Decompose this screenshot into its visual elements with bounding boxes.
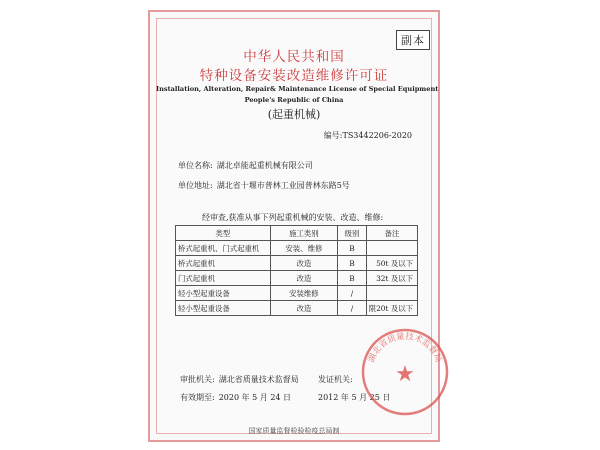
approval-authority: [180, 374, 299, 385]
valid-until-value: 2020 年 5 月 24 日: [218, 393, 292, 402]
cell-type: 桥式起重机: [176, 256, 271, 271]
category: (起重机械): [267, 108, 321, 121]
table-row: [176, 256, 418, 271]
cell-work-type: 安装、维修: [270, 241, 338, 256]
header-level: 级别: [338, 226, 367, 241]
intro-text: 经审查,获准从事下列起重机械的安装、改造、维修:: [202, 213, 384, 222]
official-seal: [360, 327, 450, 417]
cell-level: /: [338, 301, 367, 316]
footer-issuer: 国家质量监督检验检疫总局制: [248, 427, 340, 435]
table-row: [176, 271, 418, 286]
cell-level: B: [338, 241, 367, 256]
issue-date: 2012 年 5 月 25 日: [318, 393, 391, 402]
valid-until-label: 有效期至:: [180, 393, 215, 402]
unit-address-field: [178, 180, 350, 191]
cell-work-type: 改造: [270, 271, 338, 286]
table-row: [176, 301, 418, 316]
header-remarks: 备注: [366, 226, 417, 241]
unit-name-field: [178, 160, 313, 171]
title-en-line1: Installation, Alteration, Repair& Maintenance License of Special Equipment: [156, 85, 439, 93]
certificate: [148, 10, 444, 442]
cell-remarks: [366, 241, 417, 256]
cell-level: B: [338, 256, 367, 271]
unit-name-value: 湖北卓能起重机械有限公司: [216, 161, 313, 170]
valid-until: [180, 392, 291, 403]
header-type: 类型: [176, 226, 271, 241]
cell-work-type: 安装维修: [270, 286, 338, 301]
cell-level: /: [338, 286, 367, 301]
table-row: [176, 241, 418, 256]
table-header-row: [176, 226, 418, 241]
serial-number: [324, 130, 412, 141]
cell-type: 桥式起重机、门式起重机: [176, 241, 271, 256]
seal-star-icon: ★: [395, 362, 415, 387]
issuing-authority-label: 发证机关:: [318, 375, 353, 384]
unit-name-label: 单位名称:: [178, 161, 213, 170]
cell-type: 门式起重机: [176, 271, 271, 286]
unit-address-value: 湖北省十堰市普林工业园普林东路5号: [216, 181, 350, 190]
cell-remarks: 32t 及以下: [366, 271, 417, 286]
serial-label: 编号:: [323, 131, 343, 140]
cell-remarks: 限20t 及以下: [366, 301, 417, 316]
cell-work-type: 改造: [270, 256, 338, 271]
title-cn-line1: 中华人民共和国: [243, 49, 345, 65]
title-en-line2: People's Republic of China: [244, 96, 344, 104]
cell-remarks: [366, 286, 417, 301]
seal-text: 湖北省质量技术监督局: [366, 331, 444, 365]
approval-authority-value: 湖北省质量技术监督局: [218, 375, 299, 384]
cell-type: 轻小型起重设备: [176, 286, 271, 301]
title-cn-line2: 特种设备安装改造维修许可证: [199, 68, 389, 84]
serial-value: TS3442206-2020: [342, 131, 412, 140]
cell-level: B: [338, 271, 367, 286]
table-row: [176, 286, 418, 301]
approval-authority-label: 审批机关:: [180, 375, 215, 384]
unit-address-label: 单位地址:: [178, 181, 213, 190]
scope-table: [175, 225, 418, 316]
cell-type: 轻小型起重设备: [176, 301, 271, 316]
cell-work-type: 改造: [270, 301, 338, 316]
cell-remarks: 50t 及以下: [366, 256, 417, 271]
header-work-type: 施工类别: [270, 226, 338, 241]
copy-label: 副本: [396, 30, 430, 50]
